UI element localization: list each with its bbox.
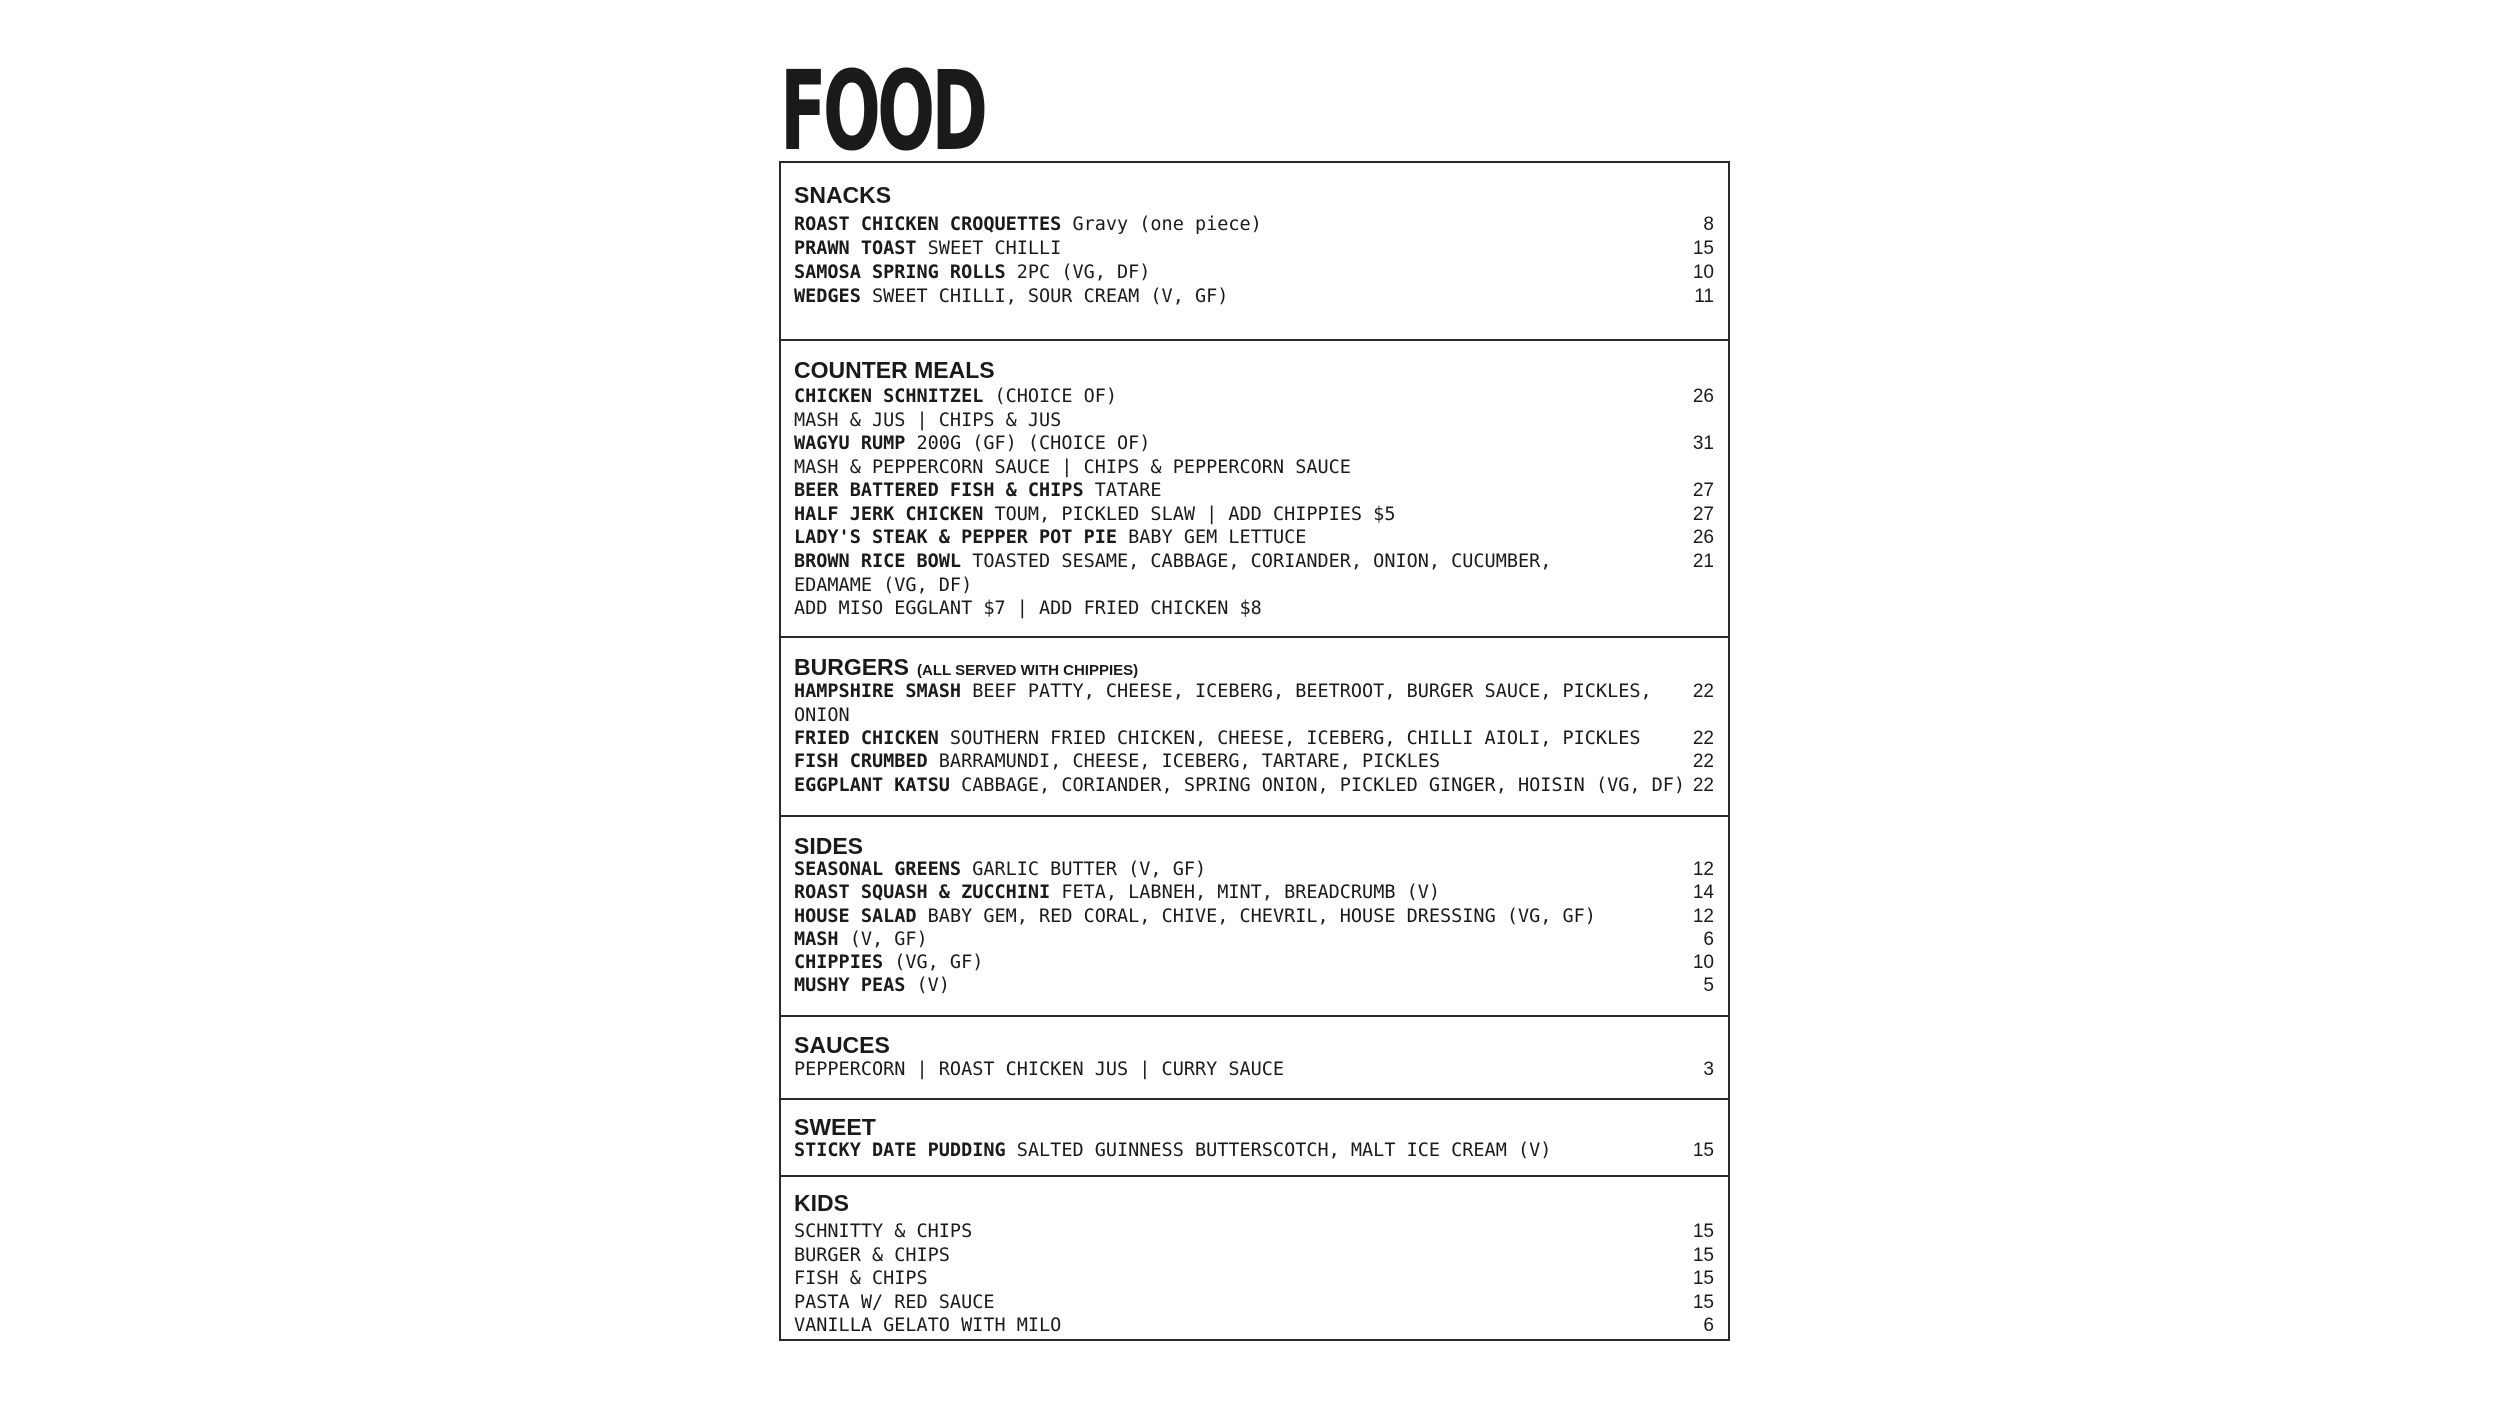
section-title: SAUCES <box>794 1032 890 1058</box>
menu-item <box>794 432 1714 479</box>
section-title: SWEET <box>794 1114 876 1140</box>
item-desc: 200G (GF) (CHOICE OF) <box>905 433 1151 454</box>
item-price: 11 <box>1694 286 1714 307</box>
item-desc: SCHNITTY & CHIPS <box>794 1221 973 1242</box>
menu-item <box>794 727 1714 751</box>
item-price: 12 <box>1692 859 1714 880</box>
section-kids <box>781 1177 1728 1339</box>
section-note: (ALL SERVED WITH CHIPPIES) <box>917 662 1139 679</box>
item-price: 27 <box>1692 504 1714 525</box>
item-extra: MASH & PEPPERCORN SAUCE | CHIPS & PEPPERCORN SAUCE <box>794 456 1351 478</box>
item-name: CHICKEN SCHNITZEL <box>794 386 984 407</box>
item-price: 22 <box>1692 751 1714 772</box>
section-title-text: BURGERS <box>794 654 910 680</box>
menu-item <box>794 1058 1714 1082</box>
item-desc: (CHOICE OF) <box>983 386 1118 407</box>
item-desc: BABY GEM LETTUCE <box>1117 527 1307 548</box>
item-price: 22 <box>1692 728 1714 749</box>
menu-item <box>794 1267 1714 1291</box>
section-sauces <box>781 1017 1728 1100</box>
item-name: ROAST SQUASH & ZUCCHINI <box>794 882 1051 903</box>
menu-item <box>794 385 1714 432</box>
section-title: SIDES <box>794 833 864 859</box>
page-title: FOOD <box>780 47 985 175</box>
section-counter-meals <box>781 341 1728 638</box>
item-name: HOUSE SALAD <box>794 906 917 927</box>
section-burgers <box>781 638 1728 817</box>
item-desc: BARRAMUNDI, CHEESE, ICEBERG, TARTARE, PICKLES <box>927 751 1441 772</box>
item-desc: (VG, GF) <box>883 952 984 973</box>
item-extra: ONION <box>794 704 850 726</box>
item-price: 26 <box>1692 386 1714 407</box>
item-desc: GARLIC BUTTER (V, GF) <box>961 859 1207 880</box>
menu-item <box>794 858 1714 882</box>
item-desc: TATARE <box>1083 480 1162 501</box>
menu-item <box>794 479 1714 503</box>
item-price: 15 <box>1692 1292 1714 1313</box>
item-price: 15 <box>1692 1221 1714 1242</box>
item-price: 10 <box>1692 262 1714 283</box>
menu-item <box>794 750 1714 774</box>
item-extra: ADD MISO EGGLANT $7 | ADD FRIED CHICKEN $8 <box>794 598 1262 619</box>
item-name: FISH CRUMBED <box>794 751 928 772</box>
section-snacks <box>781 163 1728 341</box>
item-name: MUSHY PEAS <box>794 975 906 996</box>
menu-item <box>794 237 1714 261</box>
item-price: 6 <box>1703 1315 1714 1336</box>
item-name: FRIED CHICKEN <box>794 728 939 749</box>
item-name: BROWN RICE BOWL <box>794 551 962 572</box>
item-name: PRAWN TOAST <box>794 238 917 259</box>
item-name: SAMOSA SPRING ROLLS <box>794 262 1006 283</box>
item-price: 22 <box>1692 775 1714 796</box>
item-name: SEASONAL GREENS <box>794 859 962 880</box>
item-price: 27 <box>1692 480 1714 501</box>
item-price: 15 <box>1692 1140 1714 1161</box>
menu-item <box>794 550 1714 621</box>
item-name: LADY'S STEAK & PEPPER POT PIE <box>794 527 1118 548</box>
item-desc: (V) <box>905 975 950 996</box>
section-title: KIDS <box>794 1190 849 1216</box>
menu-item <box>794 1314 1714 1338</box>
item-name: BEER BATTERED FISH & CHIPS <box>794 480 1084 501</box>
section-title: COUNTER MEALS <box>794 357 995 383</box>
item-desc: (V, GF) <box>838 929 928 950</box>
item-name: CHIPPIES <box>794 952 884 973</box>
menu-box <box>779 161 1730 1341</box>
item-price: 5 <box>1703 975 1714 996</box>
item-desc: PEPPERCORN | ROAST CHICKEN JUS | CURRY SAUCE <box>794 1059 1285 1080</box>
menu-item <box>794 213 1714 237</box>
item-desc: TOASTED SESAME, CABBAGE, CORIANDER, ONION, CUCUMBER, <box>961 551 1552 572</box>
item-desc: PASTA W/ RED SAUCE <box>794 1292 995 1313</box>
menu-item <box>794 905 1714 929</box>
item-price: 15 <box>1692 1245 1714 1266</box>
item-desc: TOUM, PICKLED SLAW | ADD CHIPPIES $5 <box>983 504 1396 525</box>
item-name: ROAST CHICKEN CROQUETTES <box>794 214 1062 235</box>
menu-item <box>794 1220 1714 1244</box>
menu-item <box>794 1139 1714 1163</box>
item-price: 12 <box>1692 906 1714 927</box>
menu-item <box>794 928 1714 952</box>
item-price: 14 <box>1692 882 1714 903</box>
item-desc: SWEET CHILLI, SOUR CREAM (V, GF) <box>860 286 1229 307</box>
menu-item <box>794 680 1714 727</box>
item-desc: VANILLA GELATO WITH MILO <box>794 1315 1062 1336</box>
menu-item <box>794 1244 1714 1268</box>
section-sides <box>781 817 1728 1017</box>
section-sweet <box>781 1100 1728 1177</box>
item-name: WEDGES <box>794 286 861 307</box>
item-name: HALF JERK CHICKEN <box>794 504 984 525</box>
item-desc: CABBAGE, CORIANDER, SPRING ONION, PICKLED GINGER, HOISIN (VG, DF) <box>949 775 1686 796</box>
item-desc: FISH & CHIPS <box>794 1268 928 1289</box>
item-price: 3 <box>1703 1059 1714 1080</box>
menu-item <box>794 1291 1714 1315</box>
item-name: WAGYU RUMP <box>794 433 906 454</box>
item-price: 15 <box>1692 238 1714 259</box>
item-price: 21 <box>1692 551 1714 572</box>
menu-item <box>794 261 1714 285</box>
item-price: 15 <box>1692 1268 1714 1289</box>
item-price: 22 <box>1692 681 1714 702</box>
item-desc: BURGER & CHIPS <box>794 1245 950 1266</box>
menu-item <box>794 881 1714 905</box>
item-desc: SWEET CHILLI <box>916 238 1062 259</box>
item-name: MASH <box>794 929 839 950</box>
item-extra: MASH & JUS | CHIPS & JUS <box>794 409 1062 431</box>
item-price: 10 <box>1692 952 1714 973</box>
item-desc: 2PC (VG, DF) <box>1005 262 1151 283</box>
item-desc: BABY GEM, RED CORAL, CHIVE, CHEVRIL, HOUSE DRESSING (VG, GF) <box>916 906 1596 927</box>
item-desc: FETA, LABNEH, MINT, BREADCRUMB (V) <box>1050 882 1441 903</box>
menu-item <box>794 503 1714 527</box>
menu-item <box>794 526 1714 550</box>
menu-item <box>794 974 1714 998</box>
item-desc: SALTED GUINNESS BUTTERSCOTCH, MALT ICE CREAM (V) <box>1005 1140 1552 1161</box>
item-price: 26 <box>1692 527 1714 548</box>
menu-item <box>794 774 1714 798</box>
item-price: 6 <box>1703 929 1714 950</box>
item-name: EGGPLANT KATSU <box>794 775 950 796</box>
menu-item <box>794 951 1714 975</box>
item-price: 8 <box>1703 214 1714 235</box>
item-desc: Gravy (one piece) <box>1061 214 1262 235</box>
item-extra: EDAMAME (VG, DF) <box>794 574 973 596</box>
item-name: HAMPSHIRE SMASH <box>794 681 962 702</box>
section-title: SNACKS <box>794 182 892 208</box>
item-price: 31 <box>1692 433 1714 454</box>
menu-item <box>794 285 1714 309</box>
item-desc: SOUTHERN FRIED CHICKEN, CHEESE, ICEBERG, CHILLI AIOLI, PICKLES <box>938 728 1641 749</box>
item-name: STICKY DATE PUDDING <box>794 1140 1006 1161</box>
item-desc: BEEF PATTY, CHEESE, ICEBERG, BEETROOT, BURGER SAUCE, PICKLES, <box>961 681 1652 702</box>
